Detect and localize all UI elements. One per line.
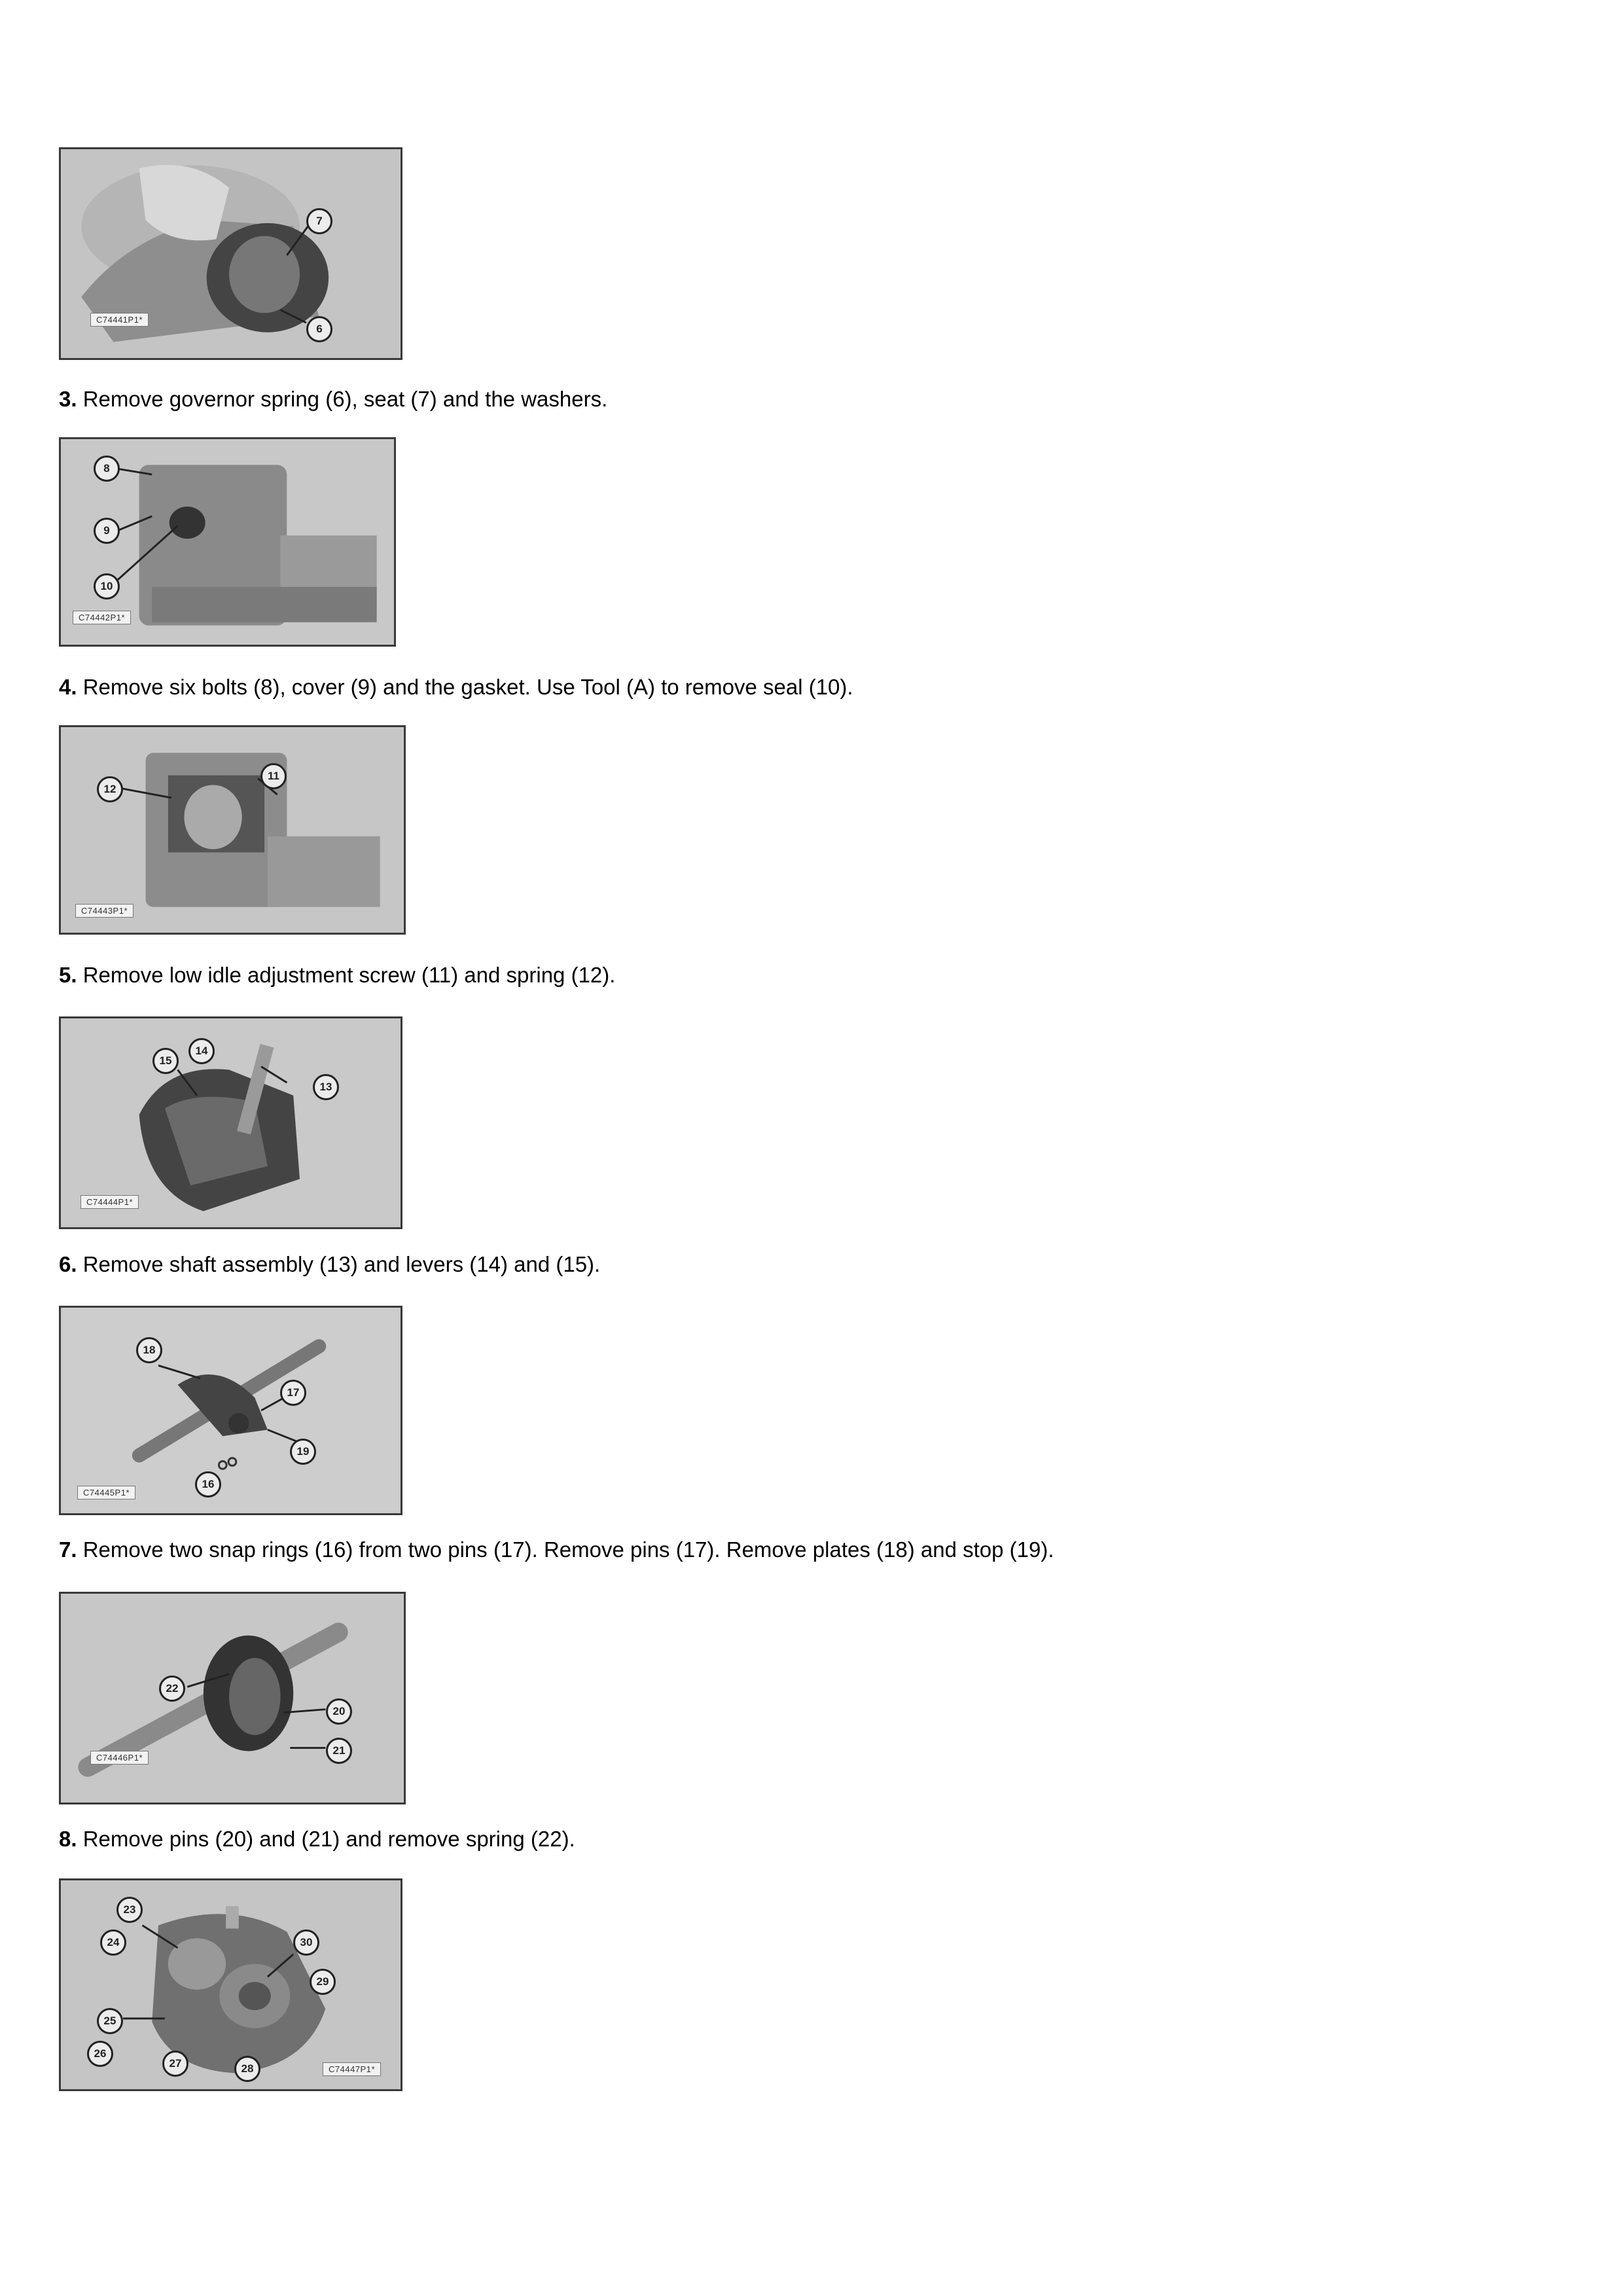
callout-7: 7 (306, 208, 332, 234)
callout-11: 11 (260, 763, 287, 789)
callout-8: 8 (94, 456, 120, 482)
pins-spring-illustration (61, 1594, 404, 1803)
step-3 (59, 386, 607, 412)
callout-24: 24 (100, 1929, 126, 1956)
callout-9: 9 (94, 518, 120, 544)
callout-17: 17 (280, 1380, 306, 1406)
callout-14: 14 (188, 1038, 215, 1064)
figure-low-idle-screw-photo (59, 725, 406, 935)
step-4 (59, 674, 853, 700)
callout-23: 23 (116, 1897, 143, 1923)
step-number: 8. (59, 1827, 77, 1851)
step-number: 5. (59, 963, 77, 987)
step-6 (59, 1251, 600, 1278)
callout-10: 10 (94, 573, 120, 600)
callout-6: 6 (306, 316, 332, 342)
step-text: Remove shaft assembly (13) and levers (14) and (15). (77, 1252, 601, 1276)
photo-code: C74442P1* (73, 611, 131, 624)
step-7 (59, 1537, 1054, 1563)
figure-snap-rings-photo (59, 1306, 402, 1515)
figure-cover-seal-photo (59, 437, 396, 647)
callout-13: 13 (313, 1074, 339, 1100)
callout-29: 29 (310, 1969, 336, 1995)
step-text: Remove two snap rings (16) from two pins (17). Remove pins (17). Remove plates (18) and stop (19). (77, 1537, 1054, 1562)
photo-code: C74444P1* (80, 1195, 139, 1209)
callout-25: 25 (97, 2008, 123, 2034)
callout-26: 26 (87, 2041, 113, 2067)
step-number: 7. (59, 1537, 77, 1562)
figure-governor-spring-photo (59, 147, 402, 360)
photo-code: C74446P1* (90, 1751, 149, 1765)
photo-code: C74445P1* (77, 1486, 135, 1499)
step-number: 6. (59, 1252, 77, 1276)
callout-16: 16 (195, 1471, 221, 1498)
callout-27: 27 (162, 2051, 188, 2077)
callout-19: 19 (290, 1439, 316, 1465)
step-number: 4. (59, 675, 77, 699)
callout-28: 28 (234, 2056, 260, 2082)
step-number: 3. (59, 387, 77, 411)
photo-code: C74441P1* (90, 313, 149, 327)
figure-pins-spring-photo (59, 1592, 406, 1804)
callout-30: 30 (293, 1929, 319, 1956)
callout-20: 20 (326, 1698, 352, 1725)
step-8 (59, 1826, 575, 1852)
snap-rings-illustration (61, 1308, 401, 1513)
governor-spring-illustration (61, 149, 401, 358)
photo-code: C74443P1* (75, 904, 134, 918)
callout-22: 22 (159, 1676, 185, 1702)
step-text: Remove low idle adjustment screw (11) and spring (12). (77, 963, 616, 987)
callout-15: 15 (152, 1048, 179, 1074)
callout-18: 18 (136, 1337, 162, 1363)
photo-code: C74447P1* (323, 2062, 381, 2076)
step-text: Remove pins (20) and (21) and remove spring (22). (77, 1827, 575, 1851)
low-idle-screw-illustration (61, 727, 404, 933)
step-text: Remove governor spring (6), seat (7) and the washers. (77, 387, 608, 411)
callout-12: 12 (97, 776, 123, 802)
figure-shaft-levers-photo (59, 1016, 402, 1229)
callout-21: 21 (326, 1738, 352, 1764)
step-5 (59, 962, 615, 988)
figure-housing-components-photo (59, 1878, 402, 2091)
step-text: Remove six bolts (8), cover (9) and the gasket. Use Tool (A) to remove seal (10). (77, 675, 853, 699)
